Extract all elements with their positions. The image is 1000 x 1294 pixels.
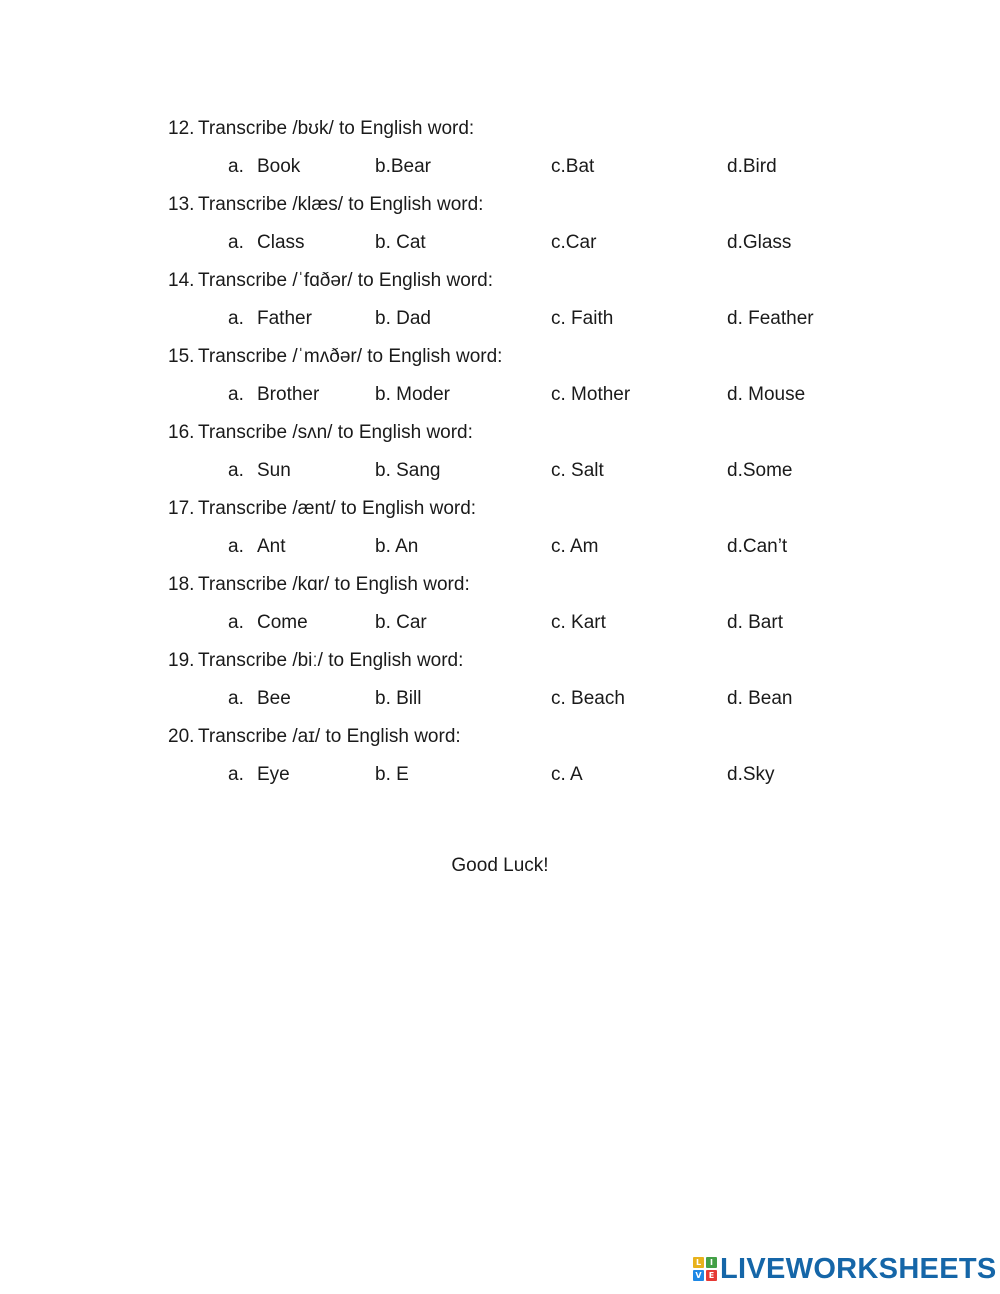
option-d[interactable]: d.Some bbox=[727, 460, 793, 481]
option-c[interactable]: c. Am bbox=[551, 536, 599, 557]
logo-tile: V bbox=[693, 1270, 704, 1281]
options-18 bbox=[228, 611, 948, 635]
option-b[interactable]: b. Sang bbox=[375, 460, 441, 481]
option-a[interactable]: Come bbox=[257, 612, 308, 633]
option-c[interactable]: c.Car bbox=[551, 232, 597, 253]
options-20 bbox=[228, 763, 948, 787]
options-15 bbox=[228, 383, 948, 407]
question-12 bbox=[168, 117, 888, 141]
question-prompt: Transcribe /bʊk/ to English word: bbox=[198, 118, 475, 139]
option-c[interactable]: c. A bbox=[551, 764, 583, 785]
question-number: 12. bbox=[168, 118, 195, 139]
question-14 bbox=[168, 269, 888, 293]
option-a-letter: a. bbox=[228, 764, 244, 785]
option-c[interactable]: c. Beach bbox=[551, 688, 625, 709]
options-17 bbox=[228, 535, 948, 559]
question-prompt: Transcribe /klæs/ to English word: bbox=[198, 194, 484, 215]
question-number: 17. bbox=[168, 498, 195, 519]
question-20 bbox=[168, 725, 888, 749]
brand-name: LIVEWORKSHEETS bbox=[720, 1253, 997, 1285]
option-a[interactable]: Ant bbox=[257, 536, 286, 557]
question-prompt: Transcribe /aɪ/ to English word: bbox=[198, 726, 461, 747]
options-13 bbox=[228, 231, 948, 255]
question-number: 14. bbox=[168, 270, 195, 291]
question-prompt: Transcribe /sʌn/ to English word: bbox=[198, 422, 473, 443]
brand-logo[interactable] bbox=[693, 1255, 997, 1283]
option-b[interactable]: b. E bbox=[375, 764, 409, 785]
option-a[interactable]: Sun bbox=[257, 460, 291, 481]
question-number: 20. bbox=[168, 726, 195, 747]
option-c[interactable]: c. Faith bbox=[551, 308, 614, 329]
question-number: 15. bbox=[168, 346, 195, 367]
option-b[interactable]: b. An bbox=[375, 536, 419, 557]
question-number: 18. bbox=[168, 574, 195, 595]
question-prompt: Transcribe /kɑr/ to English word: bbox=[198, 574, 470, 595]
option-a-letter: a. bbox=[228, 460, 244, 481]
question-prompt: Transcribe /ˈfɑðər/ to English word: bbox=[198, 270, 493, 291]
option-d[interactable]: d. Bean bbox=[727, 688, 793, 709]
option-a[interactable]: Class bbox=[257, 232, 305, 253]
options-16 bbox=[228, 459, 948, 483]
question-18 bbox=[168, 573, 888, 597]
option-b[interactable]: b. Car bbox=[375, 612, 427, 633]
option-a[interactable]: Eye bbox=[257, 764, 290, 785]
option-b[interactable]: b. Bill bbox=[375, 688, 422, 709]
option-d[interactable]: d.Bird bbox=[727, 156, 777, 177]
question-13 bbox=[168, 193, 888, 217]
question-prompt: Transcribe /ænt/ to English word: bbox=[198, 498, 477, 519]
question-19 bbox=[168, 649, 888, 673]
question-15 bbox=[168, 345, 888, 369]
option-c[interactable]: c. Kart bbox=[551, 612, 606, 633]
question-16 bbox=[168, 421, 888, 445]
options-12 bbox=[228, 155, 948, 179]
option-a-letter: a. bbox=[228, 156, 244, 177]
option-d[interactable]: d. Feather bbox=[727, 308, 814, 329]
option-a-letter: a. bbox=[228, 384, 244, 405]
option-d[interactable]: d.Glass bbox=[727, 232, 792, 253]
option-a-letter: a. bbox=[228, 612, 244, 633]
option-d[interactable]: d.Sky bbox=[727, 764, 775, 785]
closing-message: Good Luck! bbox=[451, 855, 549, 876]
logo-tile: E bbox=[706, 1270, 717, 1281]
option-b[interactable]: b. Moder bbox=[375, 384, 450, 405]
question-number: 19. bbox=[168, 650, 195, 671]
option-c[interactable]: c.Bat bbox=[551, 156, 595, 177]
question-prompt: Transcribe /ˈmʌðər/ to English word: bbox=[198, 346, 503, 367]
live-tile-icon bbox=[693, 1257, 717, 1281]
logo-tile: L bbox=[693, 1257, 704, 1268]
option-d[interactable]: d. Mouse bbox=[727, 384, 806, 405]
options-14 bbox=[228, 307, 948, 331]
question-17 bbox=[168, 497, 888, 521]
option-b[interactable]: b. Cat bbox=[375, 232, 426, 253]
option-a-letter: a. bbox=[228, 536, 244, 557]
option-a[interactable]: Bee bbox=[257, 688, 291, 709]
option-a-letter: a. bbox=[228, 688, 244, 709]
option-a[interactable]: Brother bbox=[257, 384, 320, 405]
options-19 bbox=[228, 687, 948, 711]
option-d[interactable]: d.Can’t bbox=[727, 536, 788, 557]
option-d[interactable]: d. Bart bbox=[727, 612, 783, 633]
question-number: 16. bbox=[168, 422, 195, 443]
question-prompt: Transcribe /biː/ to English word: bbox=[198, 650, 464, 671]
option-a-letter: a. bbox=[228, 308, 244, 329]
question-number: 13. bbox=[168, 194, 195, 215]
option-a[interactable]: Book bbox=[257, 156, 301, 177]
option-c[interactable]: c. Salt bbox=[551, 460, 604, 481]
logo-tile: I bbox=[706, 1257, 717, 1268]
option-c[interactable]: c. Mother bbox=[551, 384, 631, 405]
option-b[interactable]: b.Bear bbox=[375, 156, 431, 177]
option-a[interactable]: Father bbox=[257, 308, 312, 329]
option-b[interactable]: b. Dad bbox=[375, 308, 431, 329]
option-a-letter: a. bbox=[228, 232, 244, 253]
